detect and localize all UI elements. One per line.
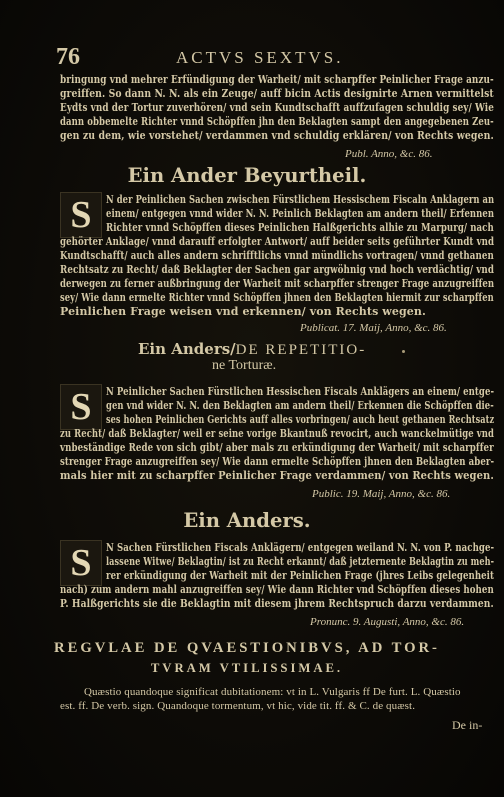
- section2-line-3: ses hohen Peinlichen Gerichts auff alles vorbringen/ auch heut gethanen Rechtsatz: [106, 413, 495, 426]
- section1-drop-initial: S: [60, 192, 102, 238]
- section1-line-8: sey/ Wie dann ermelte Richter vnnd Schöpffen jhnen den Beklagten hiermit zur scharpffen: [60, 291, 494, 304]
- rules-title-line-2: TVRAM VTILISSIMAE.: [150, 660, 344, 675]
- para1-line-2: greiffen. So dann N. N. als ein Zeuge/ auff bicin Actis designirte Arnen vermittelst: [60, 87, 494, 100]
- catchword: De in-: [452, 718, 483, 732]
- section2-line-7: mals hier mit zu scharpffer Peinlicher Frage verdammen/ von Rechts wegen.: [60, 469, 494, 482]
- section3-title: Ein Anders.: [183, 508, 311, 532]
- para1-line-4: dann obbemelte Richter vnnd Schöpffen jhn den Beklagten sampt den angegebenen Zeu-: [60, 115, 494, 128]
- section1-line-7: derwegen zu ferner außbringung der Warheit mit scharpffer strenger Frage anzugreiffen: [60, 277, 495, 290]
- section3-line-2: lassene Witwe/ Beklagtin/ ist zu Recht erkannt/ daß jetzternente Beklagtin zu meh-: [106, 555, 495, 568]
- section1-line-2: einem/ entgegen vnnd wider N. N. Peinlich Beklagten am andern theil/ Erfennen: [106, 207, 495, 220]
- section2-title-latin: DE REPETITIO-: [235, 342, 367, 358]
- para1-line-3: Eydts vnd der Tortur zuverhören/ vnd sein Kundtschafft auffzufagen schuldig sey/ Wie: [60, 101, 494, 114]
- section1-citation: Publicat. 17. Maij, Anno, &c. 86.: [300, 322, 447, 334]
- rules-line-1: Quæstio quandoque significat dubitationem: vt in L. Vulgaris ff De furt. L. Quæstio: [84, 686, 461, 698]
- running-title: ACTVS SEXTVS.: [176, 48, 344, 67]
- section1-title: Ein Ander Beyurtheil.: [127, 163, 367, 187]
- rules-line-2: est. ff. De verb. sign. Quandoque tormentum, vt hic, vide tit. ff. & C. de quæst.: [60, 700, 416, 712]
- rules-title-line-1: REGVLAE DE QVAESTIONIBVS, AD TOR-: [54, 640, 440, 656]
- section3-line-1: N Sachen Fürstlichen Fiscals Anklägern/ entgegen weiland N. N. von P. nachge-: [106, 541, 495, 554]
- section1-line-6: Rechtsatz zu Recht/ daß Beklagter der Sachen gar argwöhnig vnd hoch verdächtig/ vnd: [60, 263, 495, 276]
- section2-citation: Public. 19. Maij, Anno, &c. 86.: [312, 488, 451, 500]
- section2-drop-initial: S: [60, 384, 102, 430]
- section2-title-german: Ein Anders/: [138, 340, 236, 358]
- section2-ornament-dot: [402, 350, 405, 353]
- section3-citation: Pronunc. 9. Augusti, Anno, &c. 86.: [310, 616, 465, 628]
- section3-line-4: nach) zum andern mahl anzugreiffen sey/ Wie dann Richter vnd Schöpffen dieses hohen: [60, 583, 494, 596]
- section2-title-latin-cont: ne Torturæ.: [212, 358, 277, 373]
- section1-line-1: N der Peinlichen Sachen zwischen Fürstlichem Hessischem Fiscaln Anklagern an: [106, 193, 495, 206]
- section2-line-5: vnbeständige Rede von sich gibt/ aber mals zu erkündigung der Warheit/ mit scharpffer: [60, 441, 494, 454]
- section1-line-4: gehörter Anklage/ vnnd darauff erfolgter Antwort/ auff beider seits geführter Kundt vnd: [60, 235, 495, 248]
- section2-line-1: N Peinlicher Sachen Fürstlichen Hessischen Fiscals Anklägers an einem/ entge-: [106, 385, 495, 398]
- section2-line-2: gen vnd wider N. N. den Beklagten am andern theil/ Erkennen die Schöpffen die-: [106, 399, 494, 412]
- para1-line-5: gen zu dem, wie vorstehet/ verdammen vnd schuldig erklären/ von Rechts wegen.: [60, 129, 494, 142]
- section1-line-3: Richter vnnd Schöpffen dieses Peinlichen Halßgerichts alhie zu Marpurg/ nach: [106, 221, 494, 234]
- section2-line-4: zu Recht/ daß Beklagter/ weil er seine vorige Bkantnuß revocirt, auch wanckelmütige vnd: [60, 427, 494, 440]
- section2-line-6: strenger Frage anzugreiffen sey/ Wie dann ermelte Schöpffen jhnen den Beklagten aber-: [60, 455, 495, 468]
- para1-line-1: bringung vnd mehrer Erfündigung der Warheit/ mit scharpffer Peinlicher Frage anzu-: [60, 73, 494, 86]
- section3-drop-initial: S: [60, 540, 102, 586]
- para1-citation: Publ. Anno, &c. 86.: [345, 148, 433, 160]
- section1-line-9: Peinlichen Frage weisen vnd erkennen/ von Rechts wegen.: [60, 305, 426, 318]
- section1-line-5: Kundtschafft/ auch alles andern schrifftlichs vnnd mündlichs vortragen/ vnnd gethanen: [60, 249, 494, 262]
- section3-line-5: P. Halßgerichts sie die Beklagtin mit diesem jhrem Rechtspruch darzu verdammen.: [60, 597, 494, 610]
- page-number: 76: [56, 44, 80, 70]
- section3-line-3: rer erkündigung der Warheit mit der Peinlichen Frage (jhres Leibs gelegenheit: [106, 569, 495, 582]
- section2-title: [138, 340, 366, 359]
